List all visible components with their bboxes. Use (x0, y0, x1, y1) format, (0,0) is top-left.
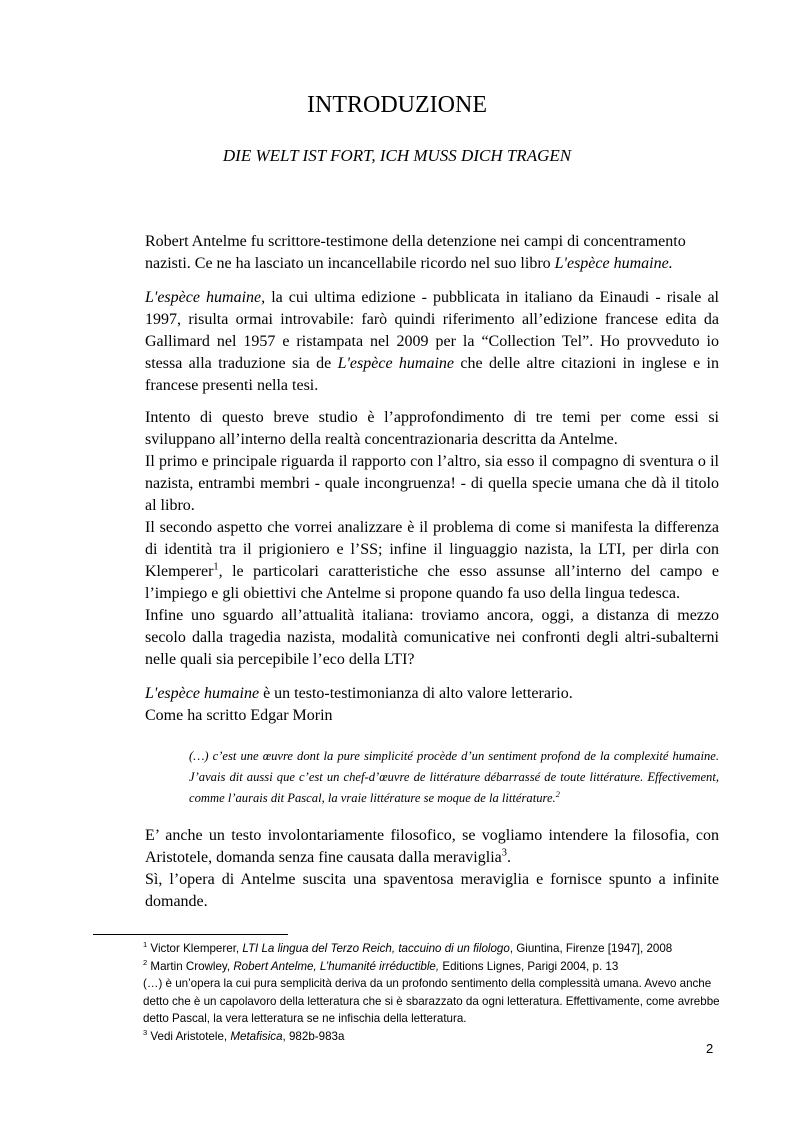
text-run: Infine uno sguardo all’attualità italiana: troviamo ancora, oggi, a distanza di mezzo secolo dalla tragedia nazista, modalità comunicative nei confronti degli altri-subalterni nelle quali sia percepibile l’eco della LTI? (145, 607, 719, 668)
chapter-subtitle: DIE WELT IST FORT, ICH MUSS DICH TRAGEN (222, 146, 572, 165)
text-run: che delle altre citazioni in inglese e in francese presenti nella tesi. (145, 355, 719, 394)
footnote-ref: 3 (143, 1027, 148, 1037)
text-run: Victor Klemperer, (147, 942, 243, 955)
text-run: E’ anche un testo involontariamente filosofico, se vogliamo intendere la filosofia, con Aristotele, domanda senza fine causata dalla meraviglia (145, 827, 719, 866)
text-run: Intento di questo breve studio è l’approfondimento di tre temi per come essi si sviluppano all’interno della realtà concentrazionaria descritta da Antelme. (145, 409, 719, 448)
footnote-separator (93, 934, 288, 935)
text-run: . (506, 849, 511, 866)
text-run: Il secondo aspetto che vorrei analizzare è il problema di come si manifesta la differenza di identità tra il prigioniero e l’SS; infine il linguaggio nazista, la LTI, per dirla con Klemperer (145, 519, 719, 580)
text-run: Vedi Aristotele, (147, 1029, 231, 1043)
text-run: la cui ultima edizione - pubblicata in italiano da Einaudi - risale al 1997, risulta ormai introvabile: farò quindi riferimento all’edizione francese edita da Gallimard nel 1957 e ristampata nel 2009 per la “Collection Tel”. Ho provveduto io stessa alla traduzione sia de (145, 289, 719, 372)
italic-text: L'espèce humaine (145, 685, 260, 702)
footnote-ref: 3 (501, 847, 507, 859)
paragraph (145, 231, 690, 275)
footnote (143, 958, 723, 976)
text-run: Sì, l’opera di Antelme suscita una spaventosa meraviglia e fornisce spunto a infinite domande. (145, 871, 719, 910)
italic-text: LTI La lingua del Terzo Reich, taccuino di un filologo (242, 942, 510, 955)
text-run: (…) è un’opera la cui pura semplicità deriva da un profondo sentimento della complessità umana. Avevo anche detto che è un capolavoro della letteratura che si è sbarazzato da ogni letteratura. Effettivamente, come avrebbe detto Pascal, la vera letteratura se ne infischia della letteratura. (143, 977, 720, 1025)
text-run: è un testo-testimonianza di alto valore letterario. (259, 685, 573, 702)
footnote-ref: 2 (555, 789, 560, 799)
text-run: , Giuntina, Firenze [1947], 2008 (509, 942, 673, 955)
paragraph (145, 407, 719, 671)
footnote-ref: 1 (143, 940, 148, 950)
italic-text: L'espèce humaine, (145, 289, 266, 306)
footnotes (143, 940, 723, 1045)
footnote (143, 975, 723, 1028)
footnote-ref: 2 (143, 957, 148, 967)
text-run: Come ha scritto Edgar Morin (145, 707, 333, 724)
italic-text: Robert Antelme, L’humanité irréductible, (233, 959, 440, 973)
page-number: 2 (706, 1041, 714, 1056)
text-run: , le particolari caratteristiche che esso assunse all’interno del campo e l’impiego e gli obiettivi che Antelme si propone quando fa uso della lingua tedesca. (145, 563, 719, 602)
footnote (143, 1028, 723, 1046)
block-quote (189, 746, 719, 809)
paragraph (145, 825, 719, 913)
italic-text: Metafisica (230, 1029, 283, 1043)
text-run: Il primo e principale riguarda il rapporto con l’altro, sia esso il compagno di sventura o il nazista, entrambi membri - quale incongruenza! - di quella specie umana che dà il titolo al libro. (145, 453, 719, 514)
text-run: Martin Crowley, (147, 959, 234, 973)
text-run: Editions Lignes, Parigi 2004, p. 13 (439, 959, 619, 973)
italic-text: L'espèce humaine (337, 355, 455, 372)
text-run: Robert Antelme fu scrittore-testimone della detenzione nei campi di concentramento nazisti. Ce ne ha lasciato un incancellabile ricordo nel suo libro (145, 233, 686, 272)
text-run: , 982b-983a (282, 1029, 345, 1043)
paragraph (145, 683, 719, 727)
italic-text: L'espèce humaine. (554, 255, 673, 272)
footnote (143, 940, 723, 958)
text-run: (…) c’est une œuvre dont la pure simplicité procède d’un sentiment profond de la complexité humaine. J’avais dit aussi que c’est un chef-d’œuvre de littérature débarrassé de toute littérature. Effectivement, comme l’aurais dit Pascal, la vraie littérature se moque de la littérature. (189, 749, 719, 805)
footnote-ref: 1 (213, 561, 219, 573)
chapter-title: INTRODUZIONE (307, 92, 487, 118)
paragraph (145, 287, 719, 397)
